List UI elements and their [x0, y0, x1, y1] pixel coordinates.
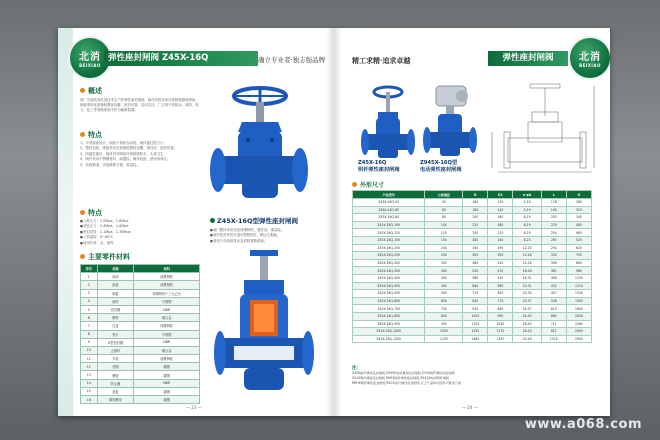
dimensions-row — [353, 259, 592, 267]
dimensions-cell: 400 — [425, 274, 463, 282]
dimensions-cell: 267 — [541, 236, 566, 244]
bullet-icon — [80, 88, 85, 93]
parts-cell: 密封圈 — [97, 305, 134, 313]
product-caption: Z45X-16Q型弹性座封闸阀 — [210, 216, 298, 225]
dimensions-cell: 210 — [488, 229, 513, 237]
parts-header: 名称 — [97, 265, 134, 273]
parts-cell: 防尘圈 — [97, 379, 134, 387]
right-page-number: — 24 — — [462, 405, 478, 410]
parts-row — [81, 346, 200, 354]
dimensions-cell: 4-19 — [513, 206, 541, 214]
parts-cell: 球墨铸铁 — [134, 355, 200, 363]
feature-item: 5、结构紧凑，安装维修方便，重量轻。 — [80, 162, 140, 167]
dimensions-cell: 32-49 — [513, 335, 541, 343]
dimensions-cell: 295 — [488, 244, 513, 252]
dimensions-cell: 340 — [463, 244, 488, 252]
dimensions-cell: 2490 — [566, 328, 591, 336]
parts-cell: 垫片 — [97, 330, 134, 338]
dimensions-cell: 165 — [463, 199, 488, 207]
dimensions-cell: Z45X-16Q-65 — [353, 206, 425, 214]
dimensions-cell: 8-19 — [513, 221, 541, 229]
dimensions-cell: 1025 — [463, 312, 488, 320]
parts-cell: 球墨铸铁 — [134, 273, 200, 281]
spec-item: ●工作温度：0~80℃ — [80, 235, 114, 240]
dimensions-cell: 125 — [488, 199, 513, 207]
product2-caption: Z945X-16Q型 电动弹性座封闸阀 — [420, 160, 462, 173]
dimensions-cell: 860 — [566, 259, 591, 267]
dimensions-cell: 715 — [463, 290, 488, 298]
dimensions-cell: 770 — [488, 297, 513, 305]
dimensions-cell: 900 — [425, 320, 463, 328]
dimensions-cell: Z45X-16Q-50 — [353, 199, 425, 207]
dimensions-cell: 520 — [566, 236, 591, 244]
spec-item: ●试验压力：2.4Mpa、1.6Mpa — [80, 224, 129, 229]
parts-cell: 碳钢 — [134, 371, 200, 379]
dimensions-cell: 910 — [463, 305, 488, 313]
dimensions-cell: Z45X-16Q-100 — [353, 221, 425, 229]
right-page — [334, 28, 610, 416]
brand-logo-en: BEIXIAO — [79, 63, 101, 68]
brochure-spread — [58, 28, 610, 416]
parts-cell: 闸板 — [97, 289, 134, 297]
dimensions-header: D — [463, 191, 488, 199]
dimensions-cell: 65 — [425, 206, 463, 214]
dimensions-cell: 20-31 — [513, 282, 541, 290]
parts-cell: 球墨铸铁+三元乙丙 — [134, 289, 200, 297]
dimensions-cell: 250 — [463, 229, 488, 237]
left-title: 弹性座封闸阀 Z45X-16Q — [108, 53, 209, 63]
dimensions-cell: Z45X-16Q-800 — [353, 312, 425, 320]
parts-cell: 碳钢 — [134, 363, 200, 371]
dimensions-cell: 457 — [541, 290, 566, 298]
dimensions-cell: 580 — [463, 274, 488, 282]
dimensions-cell: 80 — [425, 214, 463, 222]
parts-cell: 5 — [81, 305, 98, 313]
dimensions-cell: 24-37 — [513, 305, 541, 313]
dimensions-cell: 1000 — [425, 328, 463, 336]
dimensions-cell: 50 — [425, 199, 463, 207]
parts-cell: 12 — [81, 363, 98, 371]
dimensions-cell: 381 — [541, 267, 566, 275]
dimensions-cell: 1170 — [488, 328, 513, 336]
dimension-drawing-image — [490, 82, 600, 178]
dimensions-cell: 1125 — [463, 320, 488, 328]
dimensions-cell: 285 — [566, 199, 591, 207]
dimensions-cell: 190 — [541, 206, 566, 214]
dimensions-cell: 285 — [463, 236, 488, 244]
dimensions-cell: 950 — [488, 312, 513, 320]
bullet-icon — [80, 254, 85, 259]
dimensions-cell: 405 — [463, 252, 488, 260]
specs-list — [80, 219, 200, 246]
dimensions-cell: 2950 — [566, 335, 591, 343]
features-heading: 特点 — [80, 130, 102, 140]
dimensions-cell: 508 — [541, 297, 566, 305]
brand-logo-en: BEIXIAO — [579, 63, 601, 68]
dimensions-cell: Z45X-16Q-250 — [353, 252, 425, 260]
dimensions-cell: Z45X-16Q-900 — [353, 320, 425, 328]
spec-item: ●公称压力：1.0Mpa、1.6Mpa — [80, 219, 129, 223]
parts-cell: 2 — [81, 281, 98, 289]
dimensions-cell: 292 — [541, 244, 566, 252]
dimensions-cell: Z45X-16Q-1200 — [353, 335, 425, 343]
dimensions-cell: 750 — [566, 252, 591, 260]
left-title-bar — [104, 51, 258, 66]
parts-cell: 9 — [81, 338, 98, 346]
dimensions-cell: 610 — [541, 305, 566, 313]
dimensions-cell: 1330 — [566, 290, 591, 298]
dimensions-cell: 28-43 — [513, 328, 541, 336]
parts-cell: 止推环 — [97, 346, 134, 354]
dimensions-cell: 980 — [566, 267, 591, 275]
rising-stem-valve-image — [360, 84, 416, 160]
dimensions-header: D1 — [488, 191, 513, 199]
dimensions-header: 产品型号 — [353, 191, 425, 199]
parts-cell: 14 — [81, 379, 98, 387]
dimensions-cell: 310 — [566, 206, 591, 214]
brand-logo — [568, 36, 610, 80]
dimensions-cell: 220 — [463, 221, 488, 229]
parts-cell: 碳钢 — [134, 387, 200, 395]
dimensions-row — [353, 297, 592, 305]
dimensions-cell: 4-19 — [513, 199, 541, 207]
dimensions-row — [353, 221, 592, 229]
parts-cell: NBR — [134, 338, 200, 346]
dimensions-row — [353, 320, 592, 328]
dimensions-cell: Z45X-16Q-400 — [353, 274, 425, 282]
dimensions-row — [353, 267, 592, 275]
dimensions-heading: 外形尺寸 — [352, 180, 384, 189]
parts-row — [81, 371, 200, 379]
dimensions-row — [353, 229, 592, 237]
notes-heading: 注： — [352, 366, 361, 371]
feature-item: 2、整体包胶，闸板采用优质橡胶整体包覆，弹性好，密封可靠。 — [80, 146, 178, 151]
parts-row — [81, 314, 200, 322]
dimensions-cell: 356 — [541, 259, 566, 267]
dimensions-table — [352, 190, 592, 343]
bullet-icon — [80, 132, 85, 137]
parts-row — [81, 355, 200, 363]
parts-header: 序号 — [81, 265, 98, 273]
dimensions-cell: 650 — [488, 290, 513, 298]
dimensions-header: n-φd — [513, 191, 541, 199]
dimensions-cell: 500 — [425, 290, 463, 298]
dimensions-cell: 405 — [566, 221, 591, 229]
dimensions-cell: 24-40 — [513, 312, 541, 320]
dimensions-cell: 160 — [488, 214, 513, 222]
parts-cell: 6 — [81, 314, 98, 322]
left-page-number: — 23 — — [186, 405, 202, 410]
parts-cell: 压盖 — [97, 322, 134, 330]
parts-cell: 15 — [81, 387, 98, 395]
parts-cell: 阀体 — [97, 273, 134, 281]
dimensions-cell: Z45X-16Q-450 — [353, 282, 425, 290]
dimensions-row — [353, 236, 592, 244]
dimensions-cell: 640 — [463, 282, 488, 290]
dimensions-cell: 240 — [488, 236, 513, 244]
parts-row — [81, 297, 200, 305]
dimensions-cell: 1255 — [463, 328, 488, 336]
dimensions-cell: 460 — [463, 259, 488, 267]
dimensions-cell: 1485 — [463, 335, 488, 343]
gate-valve-image — [208, 84, 308, 212]
dimensions-cell: Z45X-16Q-350 — [353, 267, 425, 275]
parts-row — [81, 322, 200, 330]
dimensions-cell: 1100 — [566, 274, 591, 282]
note-line: RRHX明杆弹性座封闸阀 RVCX信号弹性座封闸阀 以上产品均可按用户要求订做 — [352, 381, 461, 385]
parts-row — [81, 338, 200, 346]
dimensions-cell: 432 — [541, 282, 566, 290]
parts-cell: 10 — [81, 346, 98, 354]
dimensions-cell: 470 — [488, 267, 513, 275]
features-list — [80, 141, 200, 168]
parts-cell: O型密封圈 — [97, 338, 134, 346]
right-title-bar — [488, 51, 568, 66]
dimensions-cell: 1800 — [566, 305, 591, 313]
dimensions-cell: 600 — [425, 297, 463, 305]
parts-cell: 碳钢 — [134, 396, 200, 404]
specs-heading: 特点 — [80, 208, 102, 218]
dimensions-cell: 355 — [488, 252, 513, 260]
parts-cell: 不锈钢 — [134, 330, 200, 338]
dimensions-cell: 585 — [488, 282, 513, 290]
parts-row — [81, 387, 200, 395]
valve-cutaway-image — [214, 250, 314, 398]
dimensions-row — [353, 214, 592, 222]
parts-row — [81, 273, 200, 281]
dimensions-cell: 711 — [541, 320, 566, 328]
brand-logo-cn: 北消 — [79, 52, 101, 63]
product-note: ●阀杆密封采用多道O型圈密封，保证无泄漏。 — [210, 233, 281, 238]
parts-cell: 紧固螺母 — [97, 396, 134, 404]
dimensions-cell: 180 — [488, 221, 513, 229]
parts-header: 材料 — [134, 265, 200, 273]
parts-cell: 球墨铸铁 — [134, 281, 200, 289]
dimensions-cell: 450 — [425, 282, 463, 290]
bullet-icon — [352, 182, 357, 187]
bullet-icon — [80, 210, 85, 215]
left-slogan: 确立专业者·独志强品牌 — [258, 56, 326, 64]
dimensions-cell: 520 — [463, 267, 488, 275]
parts-cell: 16 — [81, 396, 98, 404]
dimensions-cell: 250 — [425, 252, 463, 260]
left-page — [58, 28, 334, 416]
dimensions-cell: 12-28 — [513, 259, 541, 267]
dimensions-cell: 185 — [463, 206, 488, 214]
dimensions-cell: Z45X-16Q-150 — [353, 236, 425, 244]
dimensions-cell: 178 — [541, 199, 566, 207]
dimensions-cell: 8-23 — [513, 236, 541, 244]
dimensions-cell: 406 — [541, 274, 566, 282]
overview-text: 我厂引进欧洲先进技术生产的弹性座封闸阀，阀体内腔采用环氧树脂静电喷涂，闸板采用优质橡胶整体包覆，密封可靠，启闭灵活，广泛用于给排水、消防、电力、化工等管路系统中作为截断装置。 — [80, 98, 199, 113]
note-line: Z45X暗杆弹性座封闸阀 Z945X电动弹性座封闸阀 Z15X暗杆弹性座封闸阀 — [352, 371, 455, 375]
dimensions-cell: 811 — [541, 328, 566, 336]
dimensions-cell: 410 — [488, 259, 513, 267]
dimensions-cell: 1015 — [541, 335, 566, 343]
parts-row — [81, 379, 200, 387]
dimensions-header: L — [541, 191, 566, 199]
dimensions-cell: Z45X-16Q-125 — [353, 229, 425, 237]
parts-cell: 11 — [81, 355, 98, 363]
dimensions-cell: 16-28 — [513, 267, 541, 275]
dimensions-cell: 1550 — [566, 297, 591, 305]
dimensions-row — [353, 274, 592, 282]
dimensions-cell: 1210 — [566, 282, 591, 290]
parts-cell: 铜合金 — [134, 314, 200, 322]
dimensions-cell: Z45X-16Q-600 — [353, 297, 425, 305]
dimensions-cell: Z45X-16Q-80 — [353, 214, 425, 222]
parts-cell: 螺母 — [97, 314, 134, 322]
right-title: 弹性座封闸阀 — [502, 53, 554, 63]
dimensions-cell: 800 — [425, 312, 463, 320]
spec-item: ●密封试验：1.1Mpa、1.76Mpa — [80, 229, 131, 234]
dimensions-cell: Z45X-16Q-300 — [353, 259, 425, 267]
dimensions-cell: 465 — [566, 229, 591, 237]
parts-cell: 7 — [81, 322, 98, 330]
dimensions-cell: 125 — [425, 229, 463, 237]
parts-table — [80, 264, 200, 404]
dimensions-row — [353, 290, 592, 298]
dimensions-cell: 2030 — [566, 312, 591, 320]
dimensions-row — [353, 328, 592, 336]
dimensions-cell: 8-19 — [513, 214, 541, 222]
dimensions-cell: 150 — [425, 236, 463, 244]
dimensions-cell: 345 — [566, 214, 591, 222]
dimensions-cell: 229 — [541, 221, 566, 229]
electric-valve-image — [422, 84, 478, 160]
dimensions-cell: 300 — [425, 259, 463, 267]
dimensions-cell: 28-40 — [513, 320, 541, 328]
parts-cell: 铜合金 — [134, 346, 200, 354]
feature-item: 3、防腐性能好，阀体内外喷涂环氧树脂粉末，无毒卫生。 — [80, 151, 167, 156]
dimensions-cell: 20-34 — [513, 290, 541, 298]
parts-cell: 螺栓 — [97, 371, 134, 379]
dimensions-cell: Z45X-16Q-1000 — [353, 328, 425, 336]
dimensions-cell: 100 — [425, 221, 463, 229]
parts-cell: 盖板 — [97, 387, 134, 395]
parts-row — [81, 305, 200, 313]
dimensions-cell: 840 — [488, 305, 513, 313]
dimensions-cell: 350 — [425, 267, 463, 275]
dimensions-row — [353, 244, 592, 252]
parts-row — [81, 289, 200, 297]
parts-row — [81, 396, 200, 404]
parts-cell: NBR — [134, 379, 200, 387]
dimensions-cell: 1200 — [425, 335, 463, 343]
materials-heading: 主要零件材料 — [80, 252, 130, 262]
dimensions-row — [353, 252, 592, 260]
parts-row — [81, 363, 200, 371]
product-note: ●阀门整体采用优质球墨铸铁，强度高，重量轻。 — [210, 228, 285, 232]
parts-cell: 13 — [81, 371, 98, 379]
dimensions-cell: Z45X-16Q-500 — [353, 290, 425, 298]
product-notes — [210, 228, 322, 244]
dimensions-cell: 12-23 — [513, 244, 541, 252]
dimensions-row — [353, 199, 592, 207]
parts-cell: NBR — [134, 305, 200, 313]
decorative-strip — [58, 28, 73, 416]
brand-logo-cn: 北消 — [579, 52, 601, 63]
parts-cell: 垫圈 — [97, 363, 134, 371]
parts-cell: 球墨铸铁 — [134, 322, 200, 330]
site-watermark: www.a068.com — [524, 417, 642, 432]
parts-cell: 1 — [81, 273, 98, 281]
dimensions-header: 公称通径 — [425, 191, 463, 199]
dimensions-cell: Z45X-16Q-700 — [353, 305, 425, 313]
dimensions-cell: 145 — [488, 206, 513, 214]
parts-cell: 4 — [81, 297, 98, 305]
dimensions-cell: 12-28 — [513, 252, 541, 260]
product1-caption: Z45X-16Q 明杆弹性座封闸阀 — [358, 160, 400, 173]
dimensions-cell: 525 — [488, 274, 513, 282]
feature-item: 4、阀杆采用不锈钢材料，耐腐蚀，操作轻便，使用寿命长。 — [80, 157, 171, 162]
dimensions-cell: 2260 — [566, 320, 591, 328]
dimensions-cell: 200 — [463, 214, 488, 222]
dimensions-row — [353, 206, 592, 214]
dimensions-cell: 16-31 — [513, 274, 541, 282]
dimensions-row — [353, 335, 592, 343]
parts-cell: 阀盖 — [97, 281, 134, 289]
dimensions-cell: 700 — [425, 305, 463, 313]
dimensions-row — [353, 305, 592, 313]
parts-cell: 不锈钢 — [134, 297, 200, 305]
dimensions-cell: 8-19 — [513, 229, 541, 237]
dimensions-cell: 200 — [425, 244, 463, 252]
dimensions-cell: 203 — [541, 214, 566, 222]
dimensions-cell: 620 — [566, 244, 591, 252]
product-note: ●适用于市政给排水及消防管路系统。 — [210, 238, 268, 243]
parts-cell: 阀杆 — [97, 297, 134, 305]
dimensions-row — [353, 282, 592, 290]
spec-item: ●适用介质：水、油等 — [80, 240, 114, 245]
notes-block — [352, 366, 592, 386]
parts-cell: 8 — [81, 330, 98, 338]
dimensions-header: H — [566, 191, 591, 199]
dimensions-cell: 1050 — [488, 320, 513, 328]
dimensions-cell: Z45X-16Q-200 — [353, 244, 425, 252]
parts-cell: 3 — [81, 289, 98, 297]
dimensions-cell: 1390 — [488, 335, 513, 343]
right-slogan: 精工求精·追求卓越 — [352, 56, 411, 65]
dimensions-cell: 840 — [463, 297, 488, 305]
parts-row — [81, 330, 200, 338]
dimensions-cell: 254 — [541, 229, 566, 237]
note-line: Z41X明杆弹性座封闸阀 RVHX暗杆弹性座封闸阀 Z941X电动明杆闸阀 — [352, 376, 449, 380]
feature-item: 1、平底阀座设计，阀座不易积存杂物，流体通过阻力小。 — [80, 141, 167, 145]
dimensions-cell: 660 — [541, 312, 566, 320]
parts-row — [81, 281, 200, 289]
overview-heading: 概述 — [80, 86, 102, 96]
dimensions-cell: 20-37 — [513, 297, 541, 305]
dimensions-row — [353, 312, 592, 320]
dimensions-cell: 330 — [541, 252, 566, 260]
parts-cell: 手轮 — [97, 355, 134, 363]
